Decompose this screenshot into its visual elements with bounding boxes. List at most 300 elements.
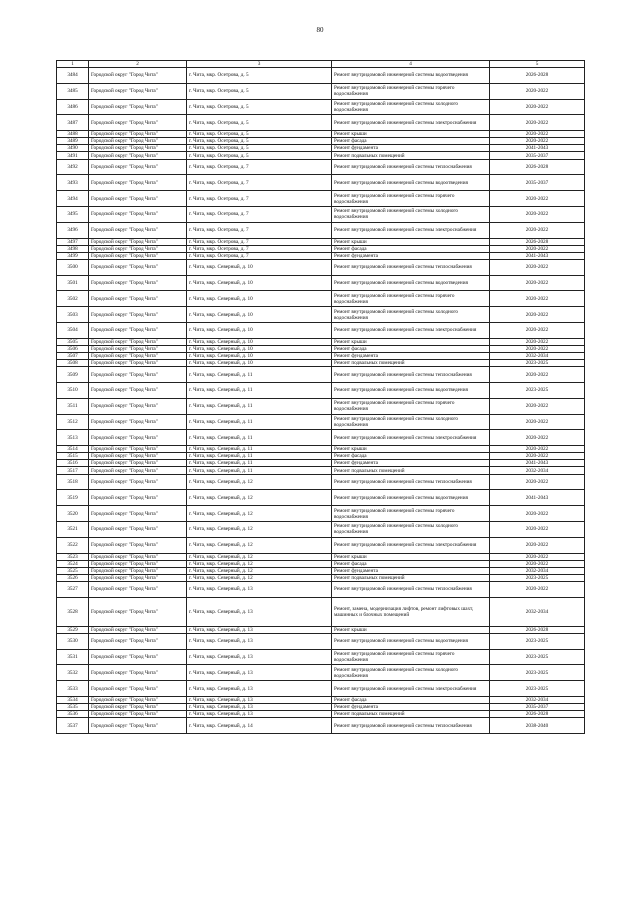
address-cell: г. Чита, мкр. Северный, д. 11 [187, 367, 332, 383]
municipality-cell: Городской округ "Город Чита" [89, 152, 187, 159]
work-type-cell: Ремонт внутридомовой инженерной системы горячего водоснабжения [332, 191, 490, 207]
address-cell: г. Чита, мкр. Северный, д. 13 [187, 704, 332, 711]
work-type-cell: Ремонт внутридомовой инженерной системы водоотведения [332, 68, 490, 84]
period-cell: 2020-2022 [490, 115, 585, 131]
row-number-cell: 3534 [57, 696, 89, 703]
row-number-cell: 3485 [57, 83, 89, 99]
row-number-cell: 3521 [57, 521, 89, 537]
municipality-cell: Городской округ "Город Чита" [89, 345, 187, 352]
work-type-cell: Ремонт крыши [332, 446, 490, 453]
period-cell: 2020-2022 [490, 398, 585, 414]
period-cell: 2020-2022 [490, 553, 585, 560]
table-row [57, 353, 585, 360]
table-row [57, 68, 585, 84]
address-cell: г. Чита, мкр. Северный, д. 11 [187, 446, 332, 453]
period-cell: 2020-2022 [490, 275, 585, 291]
row-number-cell: 3507 [57, 353, 89, 360]
table-row [57, 275, 585, 291]
municipality-cell: Городской округ "Город Чита" [89, 360, 187, 367]
municipality-cell: Городской округ "Город Чита" [89, 252, 187, 259]
work-type-cell: Ремонт крыши [332, 131, 490, 138]
period-cell: 2032-2034 [490, 696, 585, 703]
address-cell: г. Чита, мкр. Северный, д. 10 [187, 345, 332, 352]
table-row [57, 430, 585, 446]
work-type-cell: Ремонт фасада [332, 245, 490, 252]
municipality-cell: Городской округ "Город Чита" [89, 665, 187, 681]
period-cell: 2020-2022 [490, 506, 585, 522]
header-cell: 2 [89, 61, 187, 68]
row-number-cell: 3504 [57, 323, 89, 339]
table-row [57, 360, 585, 367]
address-cell: г. Чита, мкр. Северный, д. 12 [187, 537, 332, 553]
period-cell: 2032-2034 [490, 597, 585, 626]
period-cell: 2035-2037 [490, 175, 585, 191]
address-cell: г. Чита, мкр. Северный, д. 13 [187, 581, 332, 597]
row-number-cell: 3502 [57, 291, 89, 307]
row-number-cell: 3490 [57, 145, 89, 152]
row-number-cell: 3514 [57, 446, 89, 453]
row-number-cell: 3509 [57, 367, 89, 383]
table-row [57, 467, 585, 474]
address-cell: г. Чита, мкр. Осетрова, д. 5 [187, 83, 332, 99]
municipality-cell: Городской округ "Город Чита" [89, 626, 187, 633]
period-cell: 2026-2028 [490, 159, 585, 175]
row-number-cell: 3497 [57, 238, 89, 245]
municipality-cell: Городской округ "Город Чита" [89, 560, 187, 567]
work-type-cell: Ремонт фундамента [332, 145, 490, 152]
period-cell: 2032-2034 [490, 567, 585, 574]
municipality-cell: Городской округ "Город Чита" [89, 711, 187, 718]
table-row [57, 338, 585, 345]
address-cell: г. Чита, мкр. Осетрова, д. 5 [187, 145, 332, 152]
address-cell: г. Чита, мкр. Северный, д. 10 [187, 307, 332, 323]
table-row [57, 191, 585, 207]
municipality-cell: Городской округ "Город Чита" [89, 159, 187, 175]
address-cell: г. Чита, мкр. Северный, д. 12 [187, 521, 332, 537]
work-type-cell: Ремонт внутридомовой инженерной системы электроснабжения [332, 430, 490, 446]
municipality-cell: Городской округ "Город Чита" [89, 382, 187, 398]
table-row [57, 446, 585, 453]
table-row [57, 537, 585, 553]
municipality-cell: Городской округ "Город Чита" [89, 275, 187, 291]
work-type-cell: Ремонт крыши [332, 338, 490, 345]
work-type-cell: Ремонт внутридомовой инженерной системы теплоснабжения [332, 259, 490, 275]
period-cell: 2020-2022 [490, 521, 585, 537]
header-cell: 4 [332, 61, 490, 68]
work-type-cell: Ремонт внутридомовой инженерной системы водоотведения [332, 382, 490, 398]
address-cell: г. Чита, мкр. Осетрова, д. 5 [187, 99, 332, 115]
address-cell: г. Чита, мкр. Северный, д. 10 [187, 360, 332, 367]
table-row [57, 574, 585, 581]
work-type-cell: Ремонт внутридомовой инженерной системы холодного водоснабжения [332, 307, 490, 323]
address-cell: г. Чита, мкр. Северный, д. 13 [187, 665, 332, 681]
address-cell: г. Чита, мкр. Северный, д. 12 [187, 567, 332, 574]
municipality-cell: Городской округ "Город Чита" [89, 460, 187, 467]
address-cell: г. Чита, мкр. Осетрова, д. 7 [187, 238, 332, 245]
period-cell: 2041-2043 [490, 460, 585, 467]
table-row [57, 560, 585, 567]
work-type-cell: Ремонт крыши [332, 238, 490, 245]
row-number-cell: 3494 [57, 191, 89, 207]
municipality-cell: Городской округ "Город Чита" [89, 633, 187, 649]
work-type-cell: Ремонт фундамента [332, 252, 490, 259]
period-cell: 2020-2022 [490, 414, 585, 430]
period-cell: 2023-2025 [490, 633, 585, 649]
address-cell: г. Чита, мкр. Северный, д. 14 [187, 718, 332, 734]
municipality-cell: Городской округ "Город Чита" [89, 245, 187, 252]
work-type-cell: Ремонт внутридомовой инженерной системы теплоснабжения [332, 367, 490, 383]
period-cell: 2023-2025 [490, 649, 585, 665]
work-type-cell: Ремонт подвальных помещений [332, 711, 490, 718]
work-type-cell: Ремонт фасада [332, 138, 490, 145]
table-row [57, 345, 585, 352]
table-row [57, 567, 585, 574]
address-cell: г. Чита, мкр. Осетрова, д. 7 [187, 191, 332, 207]
table-row [57, 206, 585, 222]
address-cell: г. Чита, мкр. Осетрова, д. 7 [187, 222, 332, 238]
period-cell: 2026-2028 [490, 626, 585, 633]
work-type-cell: Ремонт фасада [332, 696, 490, 703]
period-cell: 2026-2028 [490, 238, 585, 245]
row-number-cell: 3529 [57, 626, 89, 633]
table-row [57, 490, 585, 506]
municipality-cell: Городской округ "Город Чита" [89, 490, 187, 506]
period-cell: 2020-2022 [490, 99, 585, 115]
table-row [57, 138, 585, 145]
table-row [57, 382, 585, 398]
municipality-cell: Городской округ "Город Чита" [89, 506, 187, 522]
table-row [57, 323, 585, 339]
row-number-cell: 3530 [57, 633, 89, 649]
row-number-cell: 3498 [57, 245, 89, 252]
work-type-cell: Ремонт внутридомовой инженерной системы горячего водоснабжения [332, 291, 490, 307]
work-type-cell: Ремонт внутридомовой инженерной системы горячего водоснабжения [332, 83, 490, 99]
municipality-cell: Городской округ "Город Чита" [89, 521, 187, 537]
municipality-cell: Городской округ "Город Чита" [89, 398, 187, 414]
table-row [57, 474, 585, 490]
table-row [57, 222, 585, 238]
work-type-cell: Ремонт внутридомовой инженерной системы теплоснабжения [332, 581, 490, 597]
page-number: 80 [316, 26, 324, 34]
table-row [57, 460, 585, 467]
address-cell: г. Чита, мкр. Осетрова, д. 7 [187, 159, 332, 175]
address-cell: г. Чита, мкр. Северный, д. 12 [187, 574, 332, 581]
table-row [57, 414, 585, 430]
period-cell: 2041-2043 [490, 252, 585, 259]
municipality-cell: Городской округ "Город Чита" [89, 581, 187, 597]
work-type-cell: Ремонт внутридомовой инженерной системы электроснабжения [332, 681, 490, 697]
row-number-cell: 3518 [57, 474, 89, 490]
table-row [57, 718, 585, 734]
work-type-cell: Ремонт внутридомовой инженерной системы электроснабжения [332, 323, 490, 339]
row-number-cell: 3523 [57, 553, 89, 560]
table-row [57, 252, 585, 259]
municipality-cell: Городской округ "Город Чита" [89, 597, 187, 626]
address-cell: г. Чита, мкр. Северный, д. 12 [187, 490, 332, 506]
row-number-cell: 3533 [57, 681, 89, 697]
address-cell: г. Чита, мкр. Северный, д. 10 [187, 259, 332, 275]
address-cell: г. Чита, мкр. Осетрова, д. 5 [187, 131, 332, 138]
address-cell: г. Чита, мкр. Северный, д. 11 [187, 467, 332, 474]
row-number-cell: 3506 [57, 345, 89, 352]
address-cell: г. Чита, мкр. Северный, д. 13 [187, 681, 332, 697]
work-type-cell: Ремонт внутридомовой инженерной системы холодного водоснабжения [332, 206, 490, 222]
table-row [57, 159, 585, 175]
work-type-cell: Ремонт фундамента [332, 704, 490, 711]
municipality-cell: Городской округ "Город Чита" [89, 83, 187, 99]
work-type-cell: Ремонт внутридомовой инженерной системы горячего водоснабжения [332, 649, 490, 665]
work-type-cell: Ремонт, замена, модернизация лифтов, ремонт лифтовых шахт, машинных и блочных помещений [332, 597, 490, 626]
municipality-cell: Городской округ "Город Чита" [89, 175, 187, 191]
work-type-cell: Ремонт внутридомовой инженерной системы холодного водоснабжения [332, 99, 490, 115]
address-cell: г. Чита, мкр. Северный, д. 13 [187, 633, 332, 649]
address-cell: г. Чита, мкр. Северный, д. 12 [187, 506, 332, 522]
table-body [57, 61, 585, 734]
municipality-cell: Городской округ "Город Чита" [89, 553, 187, 560]
row-number-cell: 3499 [57, 252, 89, 259]
work-type-cell: Ремонт внутридомовой инженерной системы водоотведения [332, 175, 490, 191]
work-type-cell: Ремонт фундамента [332, 353, 490, 360]
period-cell: 2020-2022 [490, 307, 585, 323]
municipality-cell: Городской округ "Город Чита" [89, 430, 187, 446]
work-type-cell: Ремонт внутридомовой инженерной системы водоотведения [332, 633, 490, 649]
row-number-cell: 3510 [57, 382, 89, 398]
municipality-cell: Городской округ "Город Чита" [89, 206, 187, 222]
address-cell: г. Чита, мкр. Осетрова, д. 7 [187, 175, 332, 191]
period-cell: 2020-2022 [490, 537, 585, 553]
address-cell: г. Чита, мкр. Осетрова, д. 5 [187, 138, 332, 145]
table-row [57, 115, 585, 131]
table-row [57, 367, 585, 383]
municipality-cell: Городской округ "Город Чита" [89, 446, 187, 453]
row-number-cell: 3536 [57, 711, 89, 718]
work-type-cell: Ремонт внутридомовой инженерной системы горячего водоснабжения [332, 506, 490, 522]
address-cell: г. Чита, мкр. Северный, д. 10 [187, 291, 332, 307]
row-number-cell: 3532 [57, 665, 89, 681]
municipality-cell: Городской округ "Город Чита" [89, 323, 187, 339]
municipality-cell: Городской округ "Город Чита" [89, 338, 187, 345]
address-cell: г. Чита, мкр. Осетрова, д. 7 [187, 206, 332, 222]
period-cell: 2023-2025 [490, 360, 585, 367]
municipality-cell: Городской округ "Город Чита" [89, 191, 187, 207]
address-cell: г. Чита, мкр. Северный, д. 13 [187, 597, 332, 626]
address-cell: г. Чита, мкр. Осетрова, д. 7 [187, 252, 332, 259]
period-cell: 2020-2022 [490, 245, 585, 252]
work-type-cell: Ремонт внутридомовой инженерной системы теплоснабжения [332, 718, 490, 734]
address-cell: г. Чита, мкр. Северный, д. 10 [187, 353, 332, 360]
period-cell: 2035-2037 [490, 704, 585, 711]
municipality-cell: Городской округ "Город Чита" [89, 131, 187, 138]
municipality-cell: Городской округ "Город Чита" [89, 696, 187, 703]
table-row [57, 633, 585, 649]
municipality-cell: Городской округ "Город Чита" [89, 467, 187, 474]
table-header-row [57, 61, 585, 68]
row-number-cell: 3503 [57, 307, 89, 323]
period-cell: 2041-2043 [490, 490, 585, 506]
period-cell: 2020-2022 [490, 560, 585, 567]
municipality-cell: Городской округ "Город Чита" [89, 68, 187, 84]
municipality-cell: Городской округ "Город Чита" [89, 238, 187, 245]
period-cell: 2020-2022 [490, 138, 585, 145]
row-number-cell: 3526 [57, 574, 89, 581]
work-type-cell: Ремонт фасада [332, 560, 490, 567]
municipality-cell: Городской округ "Город Чита" [89, 704, 187, 711]
work-type-cell: Ремонт фасада [332, 453, 490, 460]
table-row [57, 245, 585, 252]
table-row [57, 681, 585, 697]
work-type-cell: Ремонт подвальных помещений [332, 574, 490, 581]
row-number-cell: 3496 [57, 222, 89, 238]
period-cell: 2020-2022 [490, 191, 585, 207]
header-cell: 5 [490, 61, 585, 68]
row-number-cell: 3488 [57, 131, 89, 138]
municipality-cell: Городской округ "Город Чита" [89, 99, 187, 115]
table-row [57, 131, 585, 138]
table-row [57, 597, 585, 626]
municipality-cell: Городской округ "Город Чита" [89, 574, 187, 581]
address-cell: г. Чита, мкр. Северный, д. 11 [187, 453, 332, 460]
work-type-cell: Ремонт внутридомовой инженерной системы электроснабжения [332, 222, 490, 238]
row-number-cell: 3531 [57, 649, 89, 665]
period-cell: 2020-2022 [490, 345, 585, 352]
municipality-cell: Городской округ "Город Чита" [89, 222, 187, 238]
municipality-cell: Городской округ "Город Чита" [89, 367, 187, 383]
period-cell: 2038-2040 [490, 718, 585, 734]
table-row [57, 506, 585, 522]
address-cell: г. Чита, мкр. Северный, д. 10 [187, 323, 332, 339]
address-cell: г. Чита, мкр. Осетрова, д. 7 [187, 245, 332, 252]
table-row [57, 238, 585, 245]
address-cell: г. Чита, мкр. Северный, д. 13 [187, 696, 332, 703]
period-cell: 2023-2025 [490, 382, 585, 398]
header-cell: 3 [187, 61, 332, 68]
period-cell: 2020-2022 [490, 446, 585, 453]
period-cell: 2020-2022 [490, 430, 585, 446]
work-type-cell: Ремонт внутридомовой инженерной системы холодного водоснабжения [332, 521, 490, 537]
municipality-cell: Городской округ "Город Чита" [89, 353, 187, 360]
address-cell: г. Чита, мкр. Северный, д. 13 [187, 711, 332, 718]
address-cell: г. Чита, мкр. Северный, д. 11 [187, 460, 332, 467]
municipality-cell: Городской округ "Город Чита" [89, 115, 187, 131]
municipality-cell: Городской округ "Город Чита" [89, 138, 187, 145]
municipality-cell: Городской округ "Город Чита" [89, 649, 187, 665]
row-number-cell: 3516 [57, 460, 89, 467]
row-number-cell: 3505 [57, 338, 89, 345]
work-type-cell: Ремонт внутридомовой инженерной системы электроснабжения [332, 115, 490, 131]
row-number-cell: 3501 [57, 275, 89, 291]
row-number-cell: 3500 [57, 259, 89, 275]
municipality-cell: Городской округ "Город Чита" [89, 474, 187, 490]
table-row [57, 453, 585, 460]
period-cell: 2026-2028 [490, 68, 585, 84]
address-cell: г. Чита, мкр. Осетрова, д. 5 [187, 115, 332, 131]
row-number-cell: 3508 [57, 360, 89, 367]
table-row [57, 649, 585, 665]
period-cell: 2020-2022 [490, 206, 585, 222]
period-cell: 2023-2025 [490, 665, 585, 681]
period-cell: 2020-2022 [490, 323, 585, 339]
address-cell: г. Чита, мкр. Северный, д. 10 [187, 275, 332, 291]
work-type-cell: Ремонт внутридомовой инженерной системы холодного водоснабжения [332, 665, 490, 681]
work-type-cell: Ремонт внутридомовой инженерной системы теплоснабжения [332, 159, 490, 175]
address-cell: г. Чита, мкр. Северный, д. 11 [187, 414, 332, 430]
address-cell: г. Чита, мкр. Северный, д. 13 [187, 649, 332, 665]
period-cell: 2020-2022 [490, 474, 585, 490]
address-cell: г. Чита, мкр. Северный, д. 13 [187, 626, 332, 633]
address-cell: г. Чита, мкр. Северный, д. 11 [187, 430, 332, 446]
period-cell: 2032-2034 [490, 353, 585, 360]
municipality-cell: Городской округ "Город Чита" [89, 259, 187, 275]
period-cell: 2020-2022 [490, 259, 585, 275]
period-cell: 2020-2022 [490, 222, 585, 238]
table-row [57, 259, 585, 275]
table-row [57, 665, 585, 681]
period-cell: 2020-2022 [490, 291, 585, 307]
work-type-cell: Ремонт фундамента [332, 567, 490, 574]
row-number-cell: 3487 [57, 115, 89, 131]
address-cell: г. Чита, мкр. Северный, д. 10 [187, 338, 332, 345]
row-number-cell: 3513 [57, 430, 89, 446]
row-number-cell: 3484 [57, 68, 89, 84]
row-number-cell: 3528 [57, 597, 89, 626]
municipality-cell: Городской округ "Город Чита" [89, 567, 187, 574]
row-number-cell: 3492 [57, 159, 89, 175]
table-row [57, 711, 585, 718]
table-row [57, 398, 585, 414]
municipality-cell: Городской округ "Город Чита" [89, 291, 187, 307]
table-row [57, 99, 585, 115]
period-cell: 2020-2022 [490, 338, 585, 345]
municipality-cell: Городской округ "Город Чита" [89, 681, 187, 697]
period-cell: 2020-2022 [490, 83, 585, 99]
municipality-cell: Городской округ "Город Чита" [89, 414, 187, 430]
address-cell: г. Чита, мкр. Осетрова, д. 5 [187, 152, 332, 159]
table-row [57, 696, 585, 703]
row-number-cell: 3525 [57, 567, 89, 574]
period-cell: 2020-2022 [490, 581, 585, 597]
period-cell: 2041-2043 [490, 145, 585, 152]
table-row [57, 307, 585, 323]
row-number-cell: 3524 [57, 560, 89, 567]
address-cell: г. Чита, мкр. Северный, д. 12 [187, 560, 332, 567]
row-number-cell: 3527 [57, 581, 89, 597]
table-row [57, 83, 585, 99]
period-cell: 2035-2037 [490, 152, 585, 159]
period-cell: 2026-2028 [490, 711, 585, 718]
municipality-cell: Городской округ "Город Чита" [89, 307, 187, 323]
period-cell: 2032-2034 [490, 467, 585, 474]
table-row [57, 581, 585, 597]
table-row [57, 145, 585, 152]
table-row [57, 553, 585, 560]
row-number-cell: 3489 [57, 138, 89, 145]
work-type-cell: Ремонт внутридомовой инженерной системы электроснабжения [332, 537, 490, 553]
table-row [57, 704, 585, 711]
row-number-cell: 3519 [57, 490, 89, 506]
work-type-cell: Ремонт фундамента [332, 460, 490, 467]
period-cell: 2020-2022 [490, 131, 585, 138]
municipality-cell: Городской округ "Город Чита" [89, 718, 187, 734]
address-cell: г. Чита, мкр. Северный, д. 11 [187, 382, 332, 398]
work-type-cell: Ремонт подвальных помещений [332, 467, 490, 474]
row-number-cell: 3512 [57, 414, 89, 430]
row-number-cell: 3522 [57, 537, 89, 553]
work-type-cell: Ремонт внутридомовой инженерной системы водоотведения [332, 490, 490, 506]
row-number-cell: 3495 [57, 206, 89, 222]
work-type-cell: Ремонт крыши [332, 626, 490, 633]
row-number-cell: 3491 [57, 152, 89, 159]
row-number-cell: 3515 [57, 453, 89, 460]
